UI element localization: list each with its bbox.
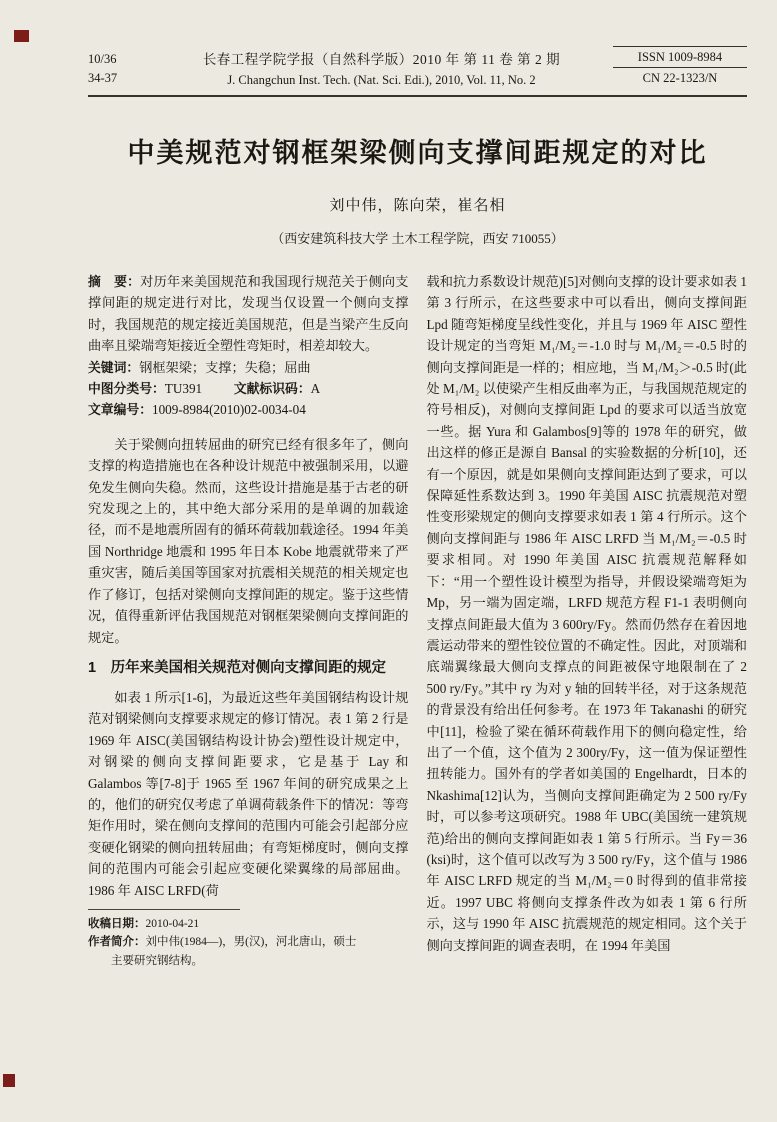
journal-title-en: J. Changchun Inst. Tech. (Nat. Sci. Edi.), 2010, Vol. 11, No. 2 xyxy=(227,73,536,87)
author-bio-continued: 主要研究钢结构。 xyxy=(111,954,203,967)
article-no-value: 1009-8984(2010)02-0034-04 xyxy=(151,402,306,418)
article-title: 中美规范对钢框架梁侧向支撑间距规定的对比 xyxy=(127,138,708,168)
article-no-label: 文章编号： xyxy=(88,402,152,418)
cn-number: CN 22-1323/N xyxy=(642,71,718,85)
scan-mark-top-left xyxy=(14,30,29,42)
section-1-heading: 1 历年来美国相关规范对侧向支撑间距的规定 xyxy=(88,659,387,676)
two-column-body xyxy=(88,271,747,970)
issn-number: ISSN 1009-8984 xyxy=(613,47,747,68)
journal-header xyxy=(88,46,747,97)
clc-line xyxy=(88,378,409,399)
keywords-line xyxy=(88,357,409,378)
page-range: 34-37 xyxy=(88,71,118,85)
issn-block xyxy=(613,46,747,86)
article-no-line xyxy=(88,399,409,420)
journal-titles xyxy=(150,46,613,88)
right-column-paragraph: 载和抗力系数设计规范)[5]对侧向支撑的设计要求如表 1 第 3 行所示，在这些要求中可以看出，侧向支撑间距 Lpd 随弯矩梯度呈线性变化，并且与 1969 年 AISC 塑性设计规定的当弯矩 M₁/M₂＝-1.0 时与 M₁/M₂＝-0.5 时的侧向支撑间距是一样的；相应地，当 M₁/M₂＞-0.5 时(此处 M₁/M₂ 以使梁产生相反曲率为正，与我国规范规定的符号相反)，对侧向支撑间距 Lpd 的要求可以适当放宽一些。据 Yura 和 Galambos[9]等的 1978 年的研究，做出这样的修正是源自 Bansal 的实验数据的分析[10]，还有一个原因，就是如果侧向支撑间距达到了要求，可以保障延性系数达到 3。1990 年美国 AISC 抗震规范对塑性变形梁规定的侧向支撑要求如表 1 第 4 行所示。这个侧向支撑间距与 1986 年 AISC LRFD 当 M₁/M₂＝-0.5 时要求相同。对 1990 年美国 AISC 抗震规范解释如下：“用一个塑性设计模型为指导，并假设梁端弯矩为 Mp，另一端为固定端，LRFD 规范方程 F1-1 表明侧向支撑点间距最大值为 3 600ry/Fy。然而仍然存在着因地震运动带来的塑性铰位置的不确定性。因此，对顶端和底端翼缘最大侧向支撑点的间距被保守地限制在了 2 500 ry/Fy。”其中 ry 为对 y 轴的回转半径，对于这条规范的背景没有给出任何参考。在 1973 年 Takanashi 的研究中[11]，检验了梁在循环荷载作用下的侧向稳定性，给出了一个值，这个值为 2 300ry/Fy，这一值为保证塑性扭转能力。国外有的学者如美国的 Engelhardt，日本的 Nkashima[12]认为，当侧向支撑间距确定为 2 500 ry/Fy 时，可以参考这项研究。1988 年 UBC(美国统一建筑规范)给出的侧向支撑间距如表 1 第 5 行所示。当 Fy＝36 (ksi)时，这个值可以改写为 3 500 ry/Fy，这个值与 1986 年 AISC LRFD 规定的当 M₁/M₂＝0 时得到的值非常接近。1997 UBC 将侧向支撑条件改为如表 1 第 6 行所示，这与 1990 年 AISC 抗震规范的规定相同。这个关于侧向支撑间距的调查表明，在 1994 年美国 xyxy=(426,274,747,953)
right-column xyxy=(427,271,748,970)
keywords-text: 钢框架梁；支撑；失稳；屈曲 xyxy=(139,359,311,375)
doc-code-label: 文献标识码： xyxy=(233,381,311,397)
abstract-text: 对历年来美国规范和我国现行规范关于侧向支撑间距的规定进行对比，发现当仅设置一个侧向支撑时，我国规范的规定接近美国规范，但是当梁产生反向曲率且梁端弯矩接近全塑性弯矩时，相差却较大。 xyxy=(88,274,409,354)
author-bio-label: 作者简介： xyxy=(88,936,146,949)
clc-label: 中图分类号： xyxy=(88,381,165,397)
scan-mark-bottom-left xyxy=(3,1074,15,1087)
received-date-label: 收稿日期： xyxy=(88,917,146,930)
received-date-value: 2010-04-21 xyxy=(145,917,200,930)
received-date-line xyxy=(88,915,409,934)
journal-title-cn: 长春工程学院学报（自然科学版）2010 年 第 11 卷 第 2 期 xyxy=(202,52,561,67)
section-1-paragraph: 如表 1 所示[1-6]，为最近这些年美国钢结构设计规范对钢梁侧向支撑要求规定的修订情况。表 1 第 2 行是 1969 年 AISC(美国钢结构设计协会)塑性设计规定中，对钢梁的侧向支撑间距要求，它是基于 Lay 和 Galambos 等[7-8]于 1965 至 1967 年间的研究成果之上的，他们的研究仅考虑了单调荷载条件下的情况：等弯矩作用时，梁在侧向支撑间的范围内可能会引起部分应变硬化钢梁的侧向扭转屈曲；有弯矩梯度时，侧向支撑间的范围内可能会引起应变硬化梁翼缘的局部屈曲。1986 年 AISC LRFD(荷 xyxy=(88,689,409,898)
keywords-label: 关键词： xyxy=(88,359,140,375)
footnote-rule xyxy=(88,909,240,910)
abstract-label: 摘 要： xyxy=(88,274,141,289)
footnote-block xyxy=(88,901,409,971)
abstract-paragraph xyxy=(88,271,409,357)
header-page-numbers xyxy=(88,46,150,88)
page-ref: 10/36 xyxy=(88,52,117,66)
article-affiliation: （西安建筑科技大学 土木工程学院，西安 710055） xyxy=(271,231,564,246)
left-column xyxy=(88,271,409,970)
intro-paragraph: 关于梁侧向扭转屈曲的研究已经有很多年了，侧向支撑的构造措施也在各种设计规范中被强制采用，以避免发生侧向失稳。然而，这些设计措施是基于古老的研究发现之上的，其中绝大部分采用的是单调的加载途径，而不是地震所固有的循环荷载加载途径。1994 年美国 Northridge 地震和 1995 年日本 Kobe 地震就带来了严重灾害，随后美国等国家对抗震相关规范的相关规定也作了修订，包括对梁侧向支撑间距的规定。鉴于这些情况，值得重新评估我国规范对钢框架梁侧向支撑间距的规定。 xyxy=(88,436,409,645)
abstract-block xyxy=(88,271,409,421)
doc-code-value: A xyxy=(310,381,321,397)
author-bio-line xyxy=(88,933,409,952)
clc-value: TU391 xyxy=(164,381,203,397)
author-bio-value: 刘中伟(1984—)，男(汉)，河北唐山，硕士 xyxy=(145,936,357,949)
article-authors: 刘中伟，陈向荣，崔名相 xyxy=(329,198,506,214)
